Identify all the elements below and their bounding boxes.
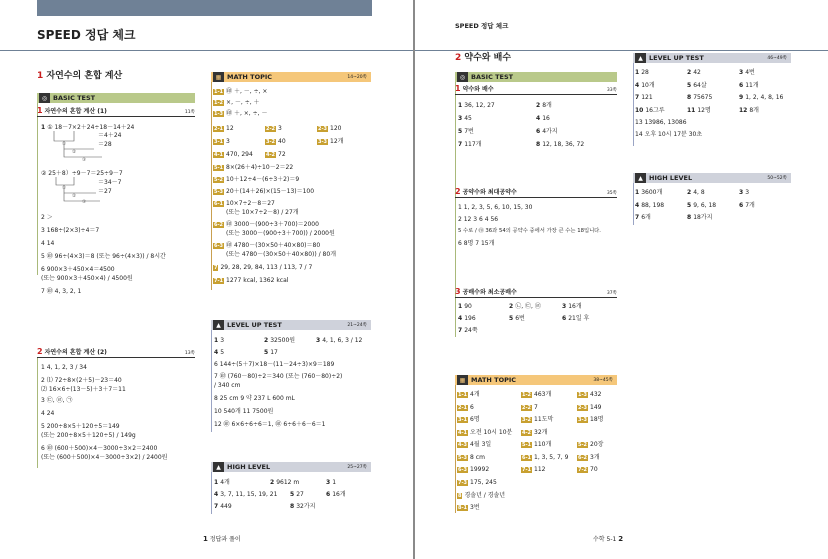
mt-answer-3-1: 3-1 3	[214, 138, 230, 145]
rhl-answer: 7 6개	[635, 214, 651, 221]
r-s2-answer-1: 1 1, 2, 3, 5, 6, 10, 15, 30	[458, 204, 533, 211]
right-level-up-rule	[633, 63, 634, 146]
lu-answer-4: 4 5	[214, 349, 225, 356]
r-s3-answer-4: 4 196	[458, 315, 476, 322]
left-footer	[203, 535, 241, 544]
rmt-answer: 1-3 432	[578, 391, 602, 398]
rmt-answer: 5-2 20장	[578, 441, 604, 448]
rmt-answer: 7-3 175, 245	[458, 478, 497, 486]
s1-answer-6b: (또는 900×3＋450×4) / 4500원	[41, 275, 133, 282]
r-s1-answer-8: 8 12, 18, 36, 72	[536, 141, 585, 148]
s1-answer-5: 5 ㊞ 96÷(4×3)＝8 (또는 96÷(4×3)) / 8시간	[41, 253, 166, 260]
rhl-answer: 6 7개	[739, 201, 755, 209]
step-mark-5: ②	[72, 194, 77, 199]
rmt-answer: 4-3 4월 3일	[458, 441, 492, 448]
high-level-icon: ▲	[213, 462, 224, 472]
r-s3-answer-6: 6 21일 후	[562, 315, 590, 322]
right-basic-test-label: BASIC TEST	[471, 73, 514, 81]
r-s2-answer-2-4: 2 12 3 6 4 56	[458, 216, 499, 223]
mt-answer-2-1: 2-1 12	[214, 125, 234, 132]
s1-answer-4: 4 14	[41, 240, 55, 247]
rmt-answer: 1-1 4개	[458, 391, 480, 398]
right-level-up-header	[633, 53, 791, 63]
lu-answer-2: 2 32500원	[264, 337, 296, 344]
s2-answer-2b: ⑵ 16×6÷(13－5)＋3＋7＝11	[41, 386, 126, 393]
lu-answer-12: 12 ㊞ 6×6÷6÷6＝1, ㊞ 6÷6＋6－6＝1	[214, 421, 326, 428]
unit-number: 1	[37, 71, 44, 81]
mt-answer-6-2: 6-2 ㊞ 3000－(900÷3＋700)＝2000	[214, 221, 319, 228]
s2-answer-1: 1 4, 1, 2, 3 / 34	[41, 364, 87, 371]
right-high-level-icon: ▲	[635, 173, 646, 183]
rmt-answer-8-1: 8-1 3번	[458, 504, 480, 511]
rmt-answer: 5-3 8 cm	[458, 453, 485, 461]
s1-q1-2-line3: ＝27	[98, 188, 112, 195]
r-s1-answer-7: 7 117개	[458, 141, 482, 148]
s1-q1-2-line2: ＝34－7	[98, 179, 122, 186]
right-high-level-rule	[633, 183, 634, 225]
rmt-answer: 4-1 오전 10시 10분	[458, 428, 513, 436]
rmt-answer: 2-3 149	[578, 403, 602, 411]
lu-answer-6: 6 144÷(5＋7)×18－(11－24÷3)×9＝189	[214, 361, 335, 368]
right-subsection-2-heading: 2 공약수와 최대공약수 35쪽	[455, 187, 617, 196]
s1-q1-line3: ＝28	[98, 141, 112, 148]
right-title-divider	[415, 50, 828, 51]
right-high-level-range: 50~52쪽	[767, 176, 787, 181]
rhl-answer: 2 4, 8	[687, 189, 705, 196]
mt-answer-1-2: 1-2 ×, －, ÷, ＋	[214, 99, 260, 106]
level-up-range: 21~24쪽	[347, 323, 367, 328]
step-mark-3: ③	[82, 158, 87, 163]
subsection-2-number: 2	[37, 347, 43, 356]
level-up-header	[211, 320, 371, 330]
hl-answer-5: 5 27	[290, 491, 304, 498]
mt-answer-6-3: 6-3 ㊞ 4780－(30×50＋40×80)＝80	[214, 242, 321, 249]
mt-answer-4-1: 4-1 470, 294	[214, 151, 253, 158]
rmt-answer: 4-2 32개	[522, 428, 548, 436]
right-high-level-label: HIGH LEVEL	[649, 174, 693, 182]
s2-answer-5b: (또는 200÷8×5＋120÷5) / 149g	[41, 432, 136, 439]
hl-answer-1: 1 4개	[214, 479, 230, 486]
left-footer-text: 정답과 풀이	[209, 536, 241, 543]
mt-answer-7: 7 29, 28, 29, 84, 113 / 113, 7 / 7	[214, 264, 313, 271]
hl-answer-7: 7 449	[214, 503, 232, 510]
mt-answer-5-1: 5-1 8×(26＋4)÷10－2＝22	[214, 164, 294, 171]
unit-title: 자연수의 혼합 계산	[46, 71, 123, 81]
left-page	[0, 0, 413, 559]
right-math-topic-rule	[455, 385, 456, 513]
r-s1-answer-6: 6 4가지	[536, 128, 558, 135]
rlu-answer: 3 4번	[739, 69, 755, 76]
rmt-answer-8: 8 경솔년 / 경솔년	[458, 492, 506, 499]
target-icon: ◎	[39, 93, 50, 103]
r-s3-answer-3: 3 16개	[562, 303, 582, 310]
subsection-2-title: 자연수의 혼합 계산 (2)	[44, 349, 107, 356]
step-mark-1: ①	[62, 142, 67, 147]
right-footer	[593, 535, 623, 544]
rlu-answer: 9 1, 2, 4, 8, 16	[739, 94, 784, 101]
rmt-answer: 3-3 18명	[578, 416, 604, 423]
mt-answer-1-3: 1-3 ㊞ ＋, ×, ÷, －	[214, 110, 268, 117]
mt-answer-2-2: 2-2 3	[266, 125, 282, 132]
rmt-answer: 3-1 6명	[458, 416, 480, 423]
right-high-level-header	[633, 173, 791, 183]
right-unit-title: 약수와 배수	[464, 53, 512, 63]
rmt-answer: 7-1 112	[522, 466, 546, 473]
subsection-2-heading	[37, 349, 195, 358]
rmt-answer: 5-1 110개	[522, 441, 552, 448]
rlu-answer: 5 64살	[687, 81, 707, 89]
right-math-topic-icon: ▦	[457, 375, 468, 385]
right-basic-test-header	[455, 72, 617, 82]
r-s2-answer-5: 5 수로 / ㊞ 36과 54의 공약수 중에서 가장 큰 수는 18입니다.	[458, 228, 601, 234]
math-topic-rule	[211, 82, 212, 290]
rmt-answer: 6-3 19992	[458, 466, 490, 473]
right-page-number: 2	[618, 535, 624, 543]
subsection-2-rule	[37, 358, 38, 468]
rhl-answer: 3 3	[739, 189, 750, 196]
lu-answer-5: 5 17	[264, 349, 278, 356]
left-page-number: 1	[203, 535, 208, 543]
rlu-answer: 7 121	[635, 94, 653, 101]
lu-answer-7: 7 ㊞ (760－80)÷2＝340 (또는 (760－80)÷2)	[214, 373, 343, 380]
mt-answer-7-1: 7-1 1277 kcal, 1362 kcal	[214, 277, 289, 284]
rhl-answer: 1 3600개	[635, 189, 663, 196]
hl-answer-2: 2 9612 m	[270, 479, 300, 486]
lu-answer-8-9: 8 25 cm 9 약 237 L 600 mL	[214, 395, 295, 402]
rmt-answer: 2-2 7	[522, 403, 538, 411]
mt-answer-6-2b: (또는 3000－(900÷3＋700)) / 2000원	[226, 230, 335, 237]
basic-test-label: BASIC TEST	[53, 94, 96, 102]
high-level-rule	[211, 472, 212, 514]
s2-answer-6b: (또는 (600＋500)×4－3000÷3×2) / 2400원	[41, 454, 168, 461]
rlu-answer: 12 8개	[739, 106, 759, 114]
s1-q1-2-line1: ② 25＋8）÷9－7＝25÷9－7	[41, 170, 123, 177]
right-math-topic-label: MATH TOPIC	[471, 376, 517, 384]
right-unit-heading	[455, 53, 511, 64]
rlu-answer: 4 10개	[635, 81, 655, 89]
hl-answer-8: 8 32가지	[290, 503, 316, 510]
r-s3-answer-5: 5 6번	[509, 315, 525, 322]
right-page	[415, 0, 828, 559]
right-subsection-1-heading: 1 약수와 배수 33쪽	[455, 84, 617, 93]
right-level-up-label: LEVEL UP TEST	[649, 54, 704, 62]
s1-answer-7: 7 ㊞ 4, 3, 2, 1	[41, 288, 82, 295]
step-mark-6: ③	[82, 200, 87, 205]
title-divider	[0, 50, 413, 51]
mt-answer-5-2: 5-2 10＋12÷4－(6÷3＋2)＝9	[214, 176, 300, 183]
rlu-answer: 2 42	[687, 69, 701, 76]
math-topic-icon: ▦	[213, 72, 224, 82]
lu-answer-10-11: 10 540개 11 7500원	[214, 408, 274, 415]
math-topic-label: MATH TOPIC	[227, 73, 273, 81]
rlu-answer: 1 28	[635, 69, 649, 76]
rlu-answer-14: 14 오후 10시 17분 30초	[635, 131, 703, 138]
rlu-answer: 6 11개	[739, 81, 759, 89]
basic-test-rule	[37, 103, 38, 275]
mt-answer-3-2: 3-2 40	[266, 138, 286, 145]
r-s1-answer-2: 2 8개	[536, 102, 552, 109]
s2-answer-2a: 2 ⑴ 72÷8×(2＋5)－23＝40	[41, 377, 122, 384]
r-s1-answer-3: 3 45	[458, 115, 472, 122]
hl-answer-3: 3 1	[326, 479, 337, 486]
lu-answer-1: 1 3	[214, 337, 225, 344]
step-mark-4: ①	[62, 186, 67, 191]
header-bar	[37, 0, 372, 16]
math-topic-header	[211, 72, 371, 82]
mt-answer-6-3b: (또는 4780－(30×50＋40×80)) / 80개	[226, 251, 336, 258]
r-s1-answer-5: 5 7번	[458, 128, 474, 135]
mt-answer-6-1: 6-1 10×7÷2－8＝27	[214, 200, 275, 207]
rmt-answer: 2-1 6	[458, 403, 474, 411]
right-footer-text: 수학 5-1	[593, 536, 617, 543]
rlu-answer-13: 13 13986, 13086	[635, 119, 687, 126]
right-unit-number: 2	[455, 53, 462, 63]
rmt-answer: 7-2 70	[578, 466, 598, 473]
mt-answer-1-1: 1-1 ㊞ ＋, －, ÷, ×	[214, 88, 268, 95]
subsection-1-title: 자연수의 혼합 계산 (1)	[44, 108, 107, 115]
right-math-topic-header	[455, 375, 617, 385]
r-s3-answer-2: 2 ㉡, ㉢, ㉣	[509, 303, 541, 310]
rmt-answer: 3-2 11도막	[522, 416, 554, 423]
right-level-up-icon: ▲	[635, 53, 646, 63]
step-mark-2: ②	[72, 150, 77, 155]
rmt-answer: 6-1 1, 3, 5, 7, 9	[522, 453, 569, 461]
right-level-up-range: 46~49쪽	[767, 56, 787, 61]
mt-answer-2-3: 2-3 120	[318, 125, 342, 132]
mt-answer-3-3: 3-3 12개	[318, 138, 344, 145]
s2-answer-4: 4 24	[41, 410, 55, 417]
s1-q1-brackets	[50, 131, 110, 163]
subsection-1-number: 1	[37, 106, 43, 115]
rhl-answer: 4 88, 198	[635, 201, 665, 209]
s2-answer-3: 3 ㉢, ㉣, ㉠	[41, 397, 73, 404]
high-level-label: HIGH LEVEL	[227, 463, 271, 471]
rlu-answer: 8 75675	[687, 94, 713, 101]
mt-answer-4-2: 4-2 72	[266, 151, 286, 158]
unit-heading	[37, 71, 122, 82]
s2-answer-5a: 5 200÷8×5＋120÷5＝149	[41, 423, 120, 430]
lu-answer-7b: / 340 cm	[214, 382, 241, 389]
s1-answer-2: 2 ＞	[41, 214, 53, 221]
mt-answer-6-1b: (또는 10×7÷2－8) / 27개	[226, 209, 299, 216]
hl-answer-6: 6 16개	[326, 491, 346, 498]
r-s2-answer-6-7: 6 8명 7 15개	[458, 240, 495, 247]
subsection-1-page: 11쪽	[184, 110, 195, 115]
right-basic-test-rule	[455, 82, 456, 337]
rhl-answer: 5 9, 6, 18	[687, 201, 717, 209]
right-math-topic-range: 38~45쪽	[593, 378, 613, 383]
r-s1-answer-4: 4 16	[536, 115, 550, 122]
s2-answer-6a: 6 ㊞ (600＋500)×4－3000÷3×2＝2400	[41, 445, 158, 452]
subsection-2-page: 13쪽	[184, 351, 195, 356]
high-level-range: 25~27쪽	[347, 465, 367, 470]
r-s1-answer-1: 1 36, 12, 27	[458, 102, 495, 109]
high-level-header	[211, 462, 371, 472]
subsection-1-heading	[37, 108, 195, 117]
rmt-answer: 1-2 463개	[522, 391, 552, 398]
r-s3-answer-1: 1 90	[458, 303, 472, 310]
s1-answer-6: 6 900×3＋450×4＝4500	[41, 266, 115, 273]
s1-answer-3: 3 168÷(2×3)÷4＝7	[41, 227, 100, 234]
math-topic-range: 14~20쪽	[347, 75, 367, 80]
right-subsection-3-heading: 3 공배수와 최소공배수 37쪽	[455, 287, 617, 296]
lu-answer-3: 3 4, 1, 6, 3 / 12	[316, 337, 363, 344]
s1-q1-line2: ＝4＋24	[98, 132, 122, 139]
mt-answer-5-3: 5-3 20＋(14＋26)×(15－13)＝100	[214, 188, 315, 195]
level-up-rule	[211, 330, 212, 432]
running-title: SPEED 정답 체크	[455, 22, 509, 30]
page-title: SPEED 정답 체크	[37, 28, 136, 42]
r-s3-answer-7: 7 24쭉	[458, 327, 478, 334]
hl-answer-4: 4 3, 7, 11, 15, 19, 21	[214, 491, 278, 498]
rmt-answer: 6-2 3개	[578, 453, 600, 461]
rhl-answer: 8 18가지	[687, 214, 713, 221]
rlu-answer: 11 12명	[687, 106, 711, 114]
level-up-icon: ▲	[213, 320, 224, 330]
right-target-icon: ◎	[457, 72, 468, 82]
rlu-answer: 10 16그루	[635, 106, 665, 114]
basic-test-header	[37, 93, 195, 103]
level-up-label: LEVEL UP TEST	[227, 321, 282, 329]
s1-q1-line1: 1 ① 18－7×2＋24÷18－14＋24	[41, 124, 135, 131]
